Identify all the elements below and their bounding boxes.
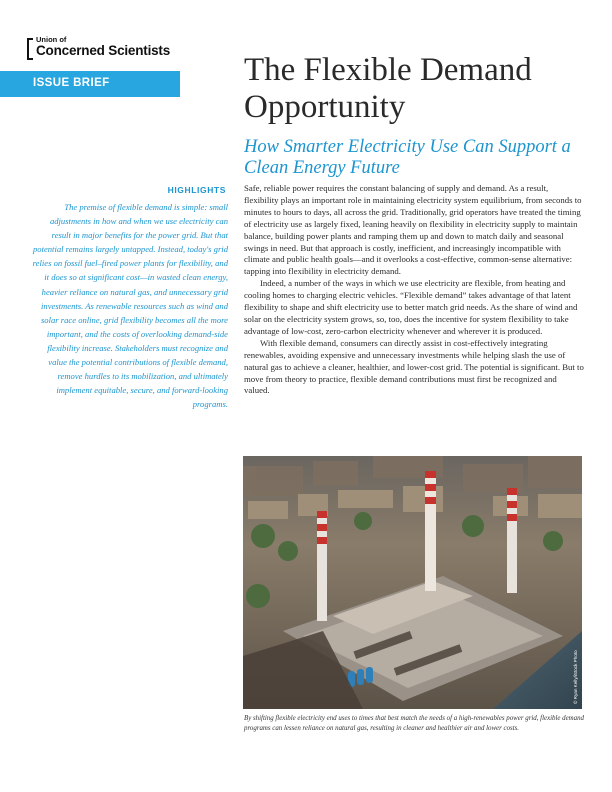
power-plant-photo [243,456,582,709]
issue-brief-banner [0,71,180,97]
logo-line-1: Union of [36,35,67,44]
highlights-heading: HIGHLIGHTS [167,185,226,195]
body-paragraph-3: With flexible demand, consumers can directly assist in cost-effectively integrating renewables, avoiding expensive and unnecessary investments while helping slash the use of natural gas to achieve a cleaner, healthier, and lower-cost grid. The potential is significant. But to move from theory to practice, flexible demand contributions must first be recognized and valued. [244,337,584,396]
body-text [244,183,584,397]
highlights-text: The premise of flexible demand is simple: small adjustments in how and when we use electricity can result in major benefits for the power grid. But that potential remains largely untapped. Instead, today's grid relies on fossil fuel–fired power plants for flexibility, and it does so at significant cost—in wasted clean energy, heavier reliance on natural gas, and unnecessary grid investments. As renewable resources such as wind and solar race online, grid flexibility becomes all the more important, and the costs of overlooking demand-side flexibility increase. Stakeholders must recognize and value the potential contributions of flexible demand, remove hurdles to its mobilization, and ultimately implement equitable, secure, and forward-looking programs. [32,202,228,410]
body-paragraph-2: Indeed, a number of the ways in which we use electricity are flexible, from heating and cooling homes to charging electric vehicles. “Flexible demand” takes advantage of that latent flexibility to shape and shift electricity use to better match grid needs. As the share of wind and solar on the electricity system grows, so, too, does the incentive for system flexibility to take advantage of low-cost, zero-carbon electricity whenever and wherever it is produced. [244,278,578,336]
photo-caption: By shifting flexible electricity end uses to times that best match the needs of a high-renewables power grid, flexible demand programs can lessen reliance on natural gas, resulting in cleaner and healthier air and lower costs. [244,715,584,732]
logo-bracket-mark [27,38,33,60]
body-paragraph-1: Safe, reliable power requires the constant balancing of supply and demand. As a result, flexibility plays an important role in maintaining electricity system equilibrium, from seconds to minutes to hours to days, all across the grid. Traditionally, grid operators have treated the timing of electricity use as largely fixed, leaning heavily on flexibility in electricity supply to maintain balance, building power plants and ramping them up and down to match daily and seasonal swings in need. But that approach is costly, inefficient, and increasingly incompatible with climate and public health goals—and it overlooks a cost-effective, common-sense alternative: tapping into flexibility in electricity demand. [244,183,582,277]
page-subtitle: How Smarter Electricity Use Can Support a Clean Energy Future [244,137,571,178]
page-title: The Flexible Demand Opportunity [244,52,532,125]
logo-line-2: Concerned Scientists [36,43,171,58]
issue-brief-label: ISSUE BRIEF [33,77,110,89]
photo-credit: © Ryan Kelly/iStock Photo [573,650,578,704]
ucs-logo [27,36,207,60]
